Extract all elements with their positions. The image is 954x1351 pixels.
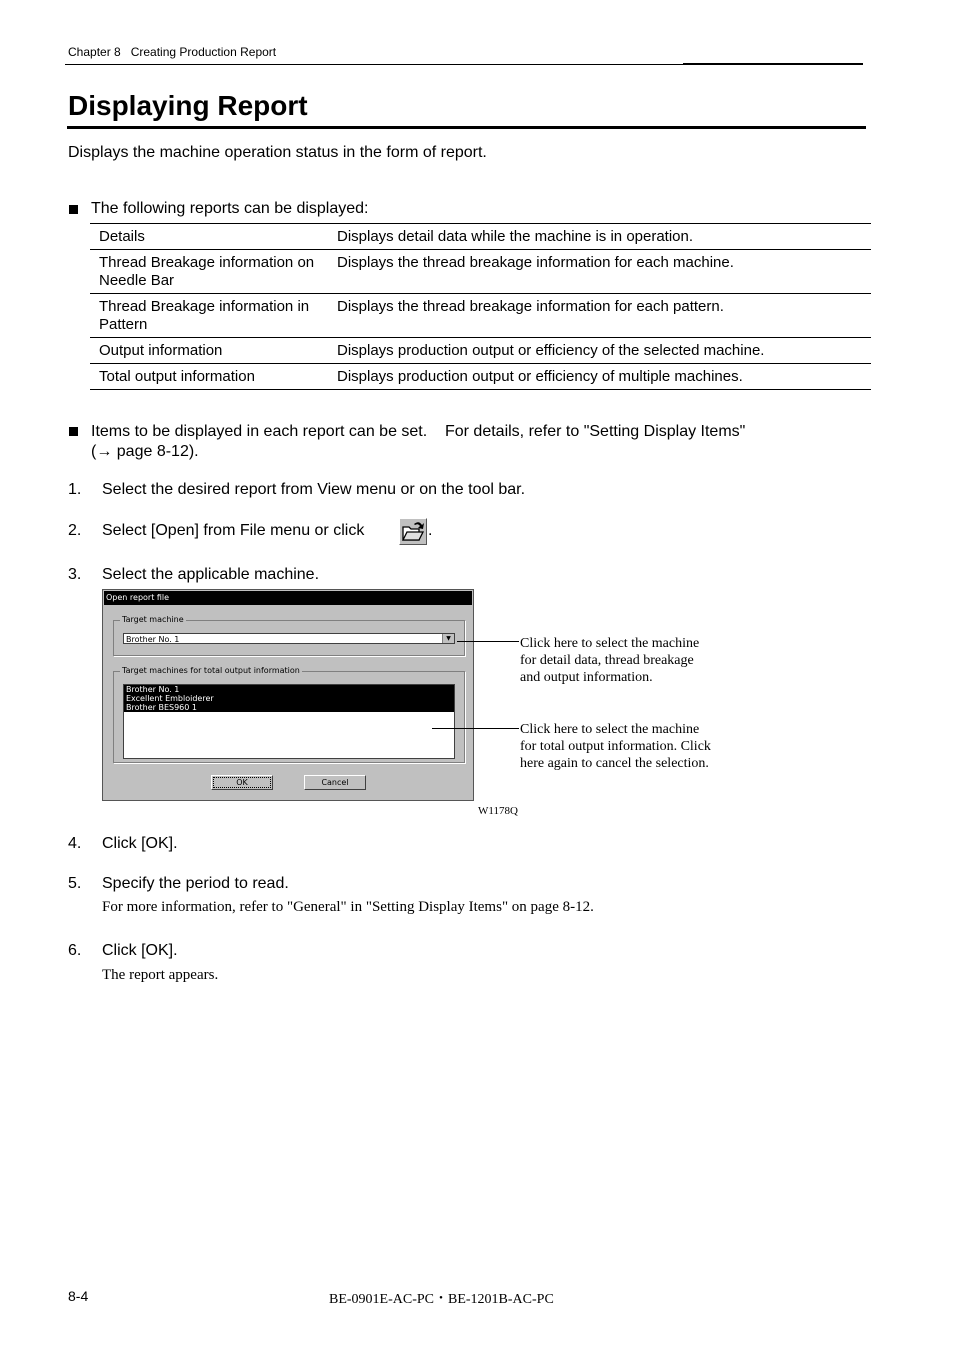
target-machine-label: Target machine bbox=[122, 615, 184, 624]
report-desc: Displays detail data while the machine is in operation. bbox=[328, 224, 871, 250]
list-item[interactable]: Brother BES960 1 bbox=[124, 703, 454, 712]
page-number: 8-4 bbox=[68, 1288, 89, 1304]
bullet-items-line2: (→ page 8-12). bbox=[91, 443, 199, 460]
list-item[interactable]: Brother No. 1 bbox=[124, 685, 454, 694]
target-machine-combo[interactable] bbox=[123, 633, 455, 644]
step-number: 3. bbox=[68, 566, 82, 583]
step-6-note: The report appears. bbox=[102, 967, 219, 983]
table-row bbox=[90, 224, 871, 250]
callout-1-line: for detail data, thread breakage bbox=[520, 653, 694, 668]
step-number: 2. bbox=[68, 522, 82, 539]
callout-1 bbox=[520, 635, 699, 686]
table-row bbox=[90, 364, 871, 390]
cancel-button[interactable]: Cancel bbox=[304, 775, 366, 790]
callout-1-line: and output information. bbox=[520, 670, 653, 685]
total-machines-group bbox=[113, 666, 465, 763]
table-row bbox=[90, 338, 871, 364]
callout-2 bbox=[520, 721, 711, 772]
bullet-reports-text: The following reports can be displayed: bbox=[91, 200, 369, 217]
table-row bbox=[90, 294, 871, 338]
step-text: Select the desired report from View menu or on the tool bar. bbox=[102, 481, 526, 498]
report-desc: Displays production output or efficiency of the selected machine. bbox=[328, 338, 871, 364]
chapter-title: Creating Production Report bbox=[130, 45, 277, 59]
step-text: Specify the period to read. bbox=[102, 875, 289, 892]
open-folder-icon[interactable] bbox=[399, 518, 427, 545]
step-number: 1. bbox=[68, 481, 82, 498]
chapter-number: Chapter 8 bbox=[68, 45, 121, 59]
callout-line-2 bbox=[432, 728, 519, 729]
step-text: Select [Open] from File menu or click bbox=[102, 522, 365, 539]
intro-text: Displays the machine operation status in the form of report. bbox=[68, 144, 487, 161]
target-machine-group bbox=[113, 615, 465, 656]
callout-2-line: Click here to select the machine bbox=[520, 722, 700, 737]
model-number: BE-0901E-AC-PC・BE-1201B-AC-PC bbox=[329, 1292, 554, 1307]
bullet-reports bbox=[91, 200, 369, 218]
step-5-note: For more information, refer to "General" in "Setting Display Items" on page 8-12. bbox=[102, 899, 594, 915]
table-row bbox=[90, 250, 871, 294]
callout-1-line: Click here to select the machine bbox=[520, 636, 700, 651]
report-desc: Displays production output or efficiency of multiple machines. bbox=[328, 364, 871, 390]
step-text: Click [OK]. bbox=[102, 942, 178, 959]
report-name: Thread Breakage information in Pattern bbox=[90, 294, 328, 338]
chevron-down-icon[interactable]: ▼ bbox=[442, 634, 454, 643]
dialog-title: Open report file bbox=[104, 591, 472, 605]
report-desc: Displays the thread breakage information for each pattern. bbox=[328, 294, 871, 338]
report-name: Details bbox=[90, 224, 328, 250]
report-desc: Displays the thread breakage information for each machine. bbox=[328, 250, 871, 294]
figure-id: W1178Q bbox=[478, 805, 518, 817]
report-name: Total output information bbox=[90, 364, 328, 390]
title-rule bbox=[67, 126, 866, 129]
step-number: 4. bbox=[68, 835, 82, 852]
total-machines-label: Target machines for total output information bbox=[122, 666, 300, 675]
page-title: Displaying Report bbox=[68, 90, 308, 121]
step-2-suffix: . bbox=[428, 522, 433, 539]
machine-listbox[interactable] bbox=[123, 684, 455, 759]
bullet-items bbox=[91, 422, 745, 462]
reports-table bbox=[90, 223, 871, 390]
page-header bbox=[68, 45, 276, 59]
step-number: 5. bbox=[68, 875, 82, 892]
callout-2-line: for total output information. Click bbox=[520, 739, 711, 754]
report-name: Output information bbox=[90, 338, 328, 364]
ok-button[interactable]: OK bbox=[211, 775, 273, 790]
callout-line-1 bbox=[457, 641, 519, 642]
target-machine-value: Brother No. 1 bbox=[126, 635, 180, 644]
step-text: Click [OK]. bbox=[102, 835, 178, 852]
report-name: Thread Breakage information on Needle Bar bbox=[90, 250, 328, 294]
bullet-items-line1: Items to be displayed in each report can be set. For details, refer to "Setting Display Items" bbox=[91, 423, 746, 440]
step-text: Select the applicable machine. bbox=[102, 566, 320, 583]
open-report-dialog bbox=[102, 589, 474, 801]
step-number: 6. bbox=[68, 942, 82, 959]
header-rule-accent bbox=[683, 63, 863, 65]
callout-2-line: here again to cancel the selection. bbox=[520, 756, 709, 771]
list-item[interactable]: Excellent Embloiderer bbox=[124, 694, 454, 703]
